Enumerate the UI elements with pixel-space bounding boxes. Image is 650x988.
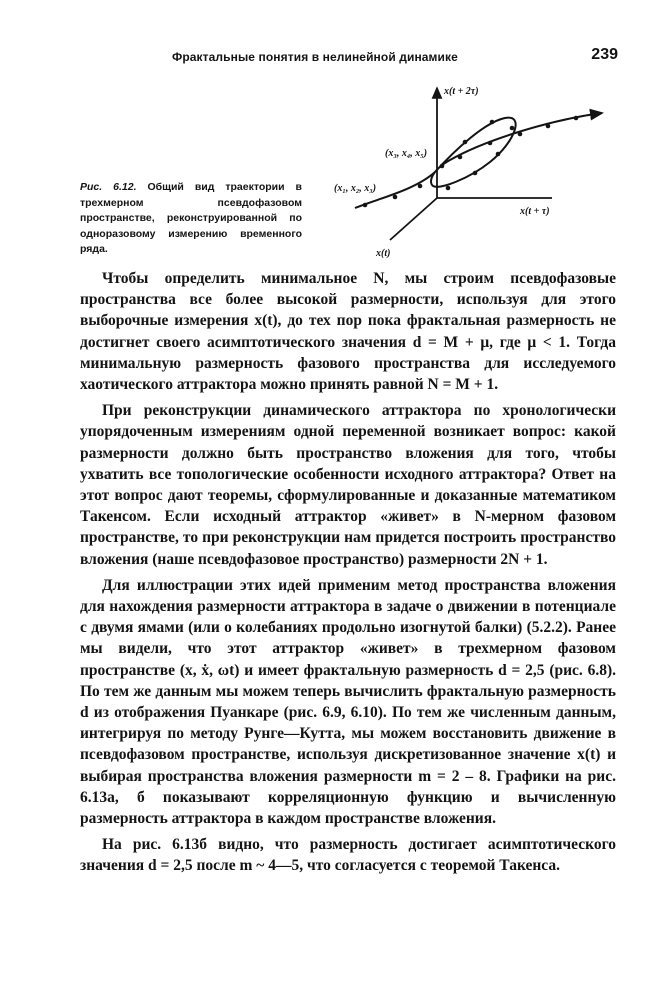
paragraph: На рис. 6.13б видно, что размерность достигает асимптотического значения d = 2,5 после m ~ 4—5, что согласуется с теоремой Такенса.	[80, 836, 616, 875]
axis-label-depth: x(t)	[376, 248, 391, 259]
paragraph: Чтобы определить минимальное N, мы строим псевдофазовые пространства все более высокой размерности, используя для этого выборочные измерения x(t), до тех пор пока фрактальная размерность не достигнет своего асимптотического значения d = M + μ, где μ < 1. Тогда минимальную размерность фазового пространства для исследуемого хаотического аттрактора можно принять равной N = M + 1.	[80, 270, 616, 394]
caption-text: Общий вид траектории в трехмерном псевдофазовом пространстве, реконструированной по одноразовому измерению временного ряда.	[80, 181, 303, 255]
paragraph: При реконструкции динамического аттрактора по хронологически упорядоченным измерениям одной переменной возникает вопрос: какой размерности должно быть пространство вложения для того, чтобы ухватить все топологические особенности исходного аттрактора? Ответ на этот вопрос дают теоремы, сформулированные и доказанные математиком Такенсом. Если исходный аттрактор «живет» в N-мерном фазовом пространстве, то при реконструкции нам придется построить пространство вложения (наше псевдофазовое пространство) размерности 2N + 1.	[80, 402, 616, 568]
point-label-start: (x₁, x₂, x₃)	[334, 183, 377, 194]
body-text	[80, 268, 616, 882]
trajectory-curve	[355, 113, 602, 208]
point-label-loop: (x₃, x₄, x₅)	[385, 148, 428, 159]
running-title: Фрактальные понятия в нелинейной динамике	[172, 50, 458, 64]
figure-caption	[80, 180, 302, 258]
trajectory-figure	[320, 80, 620, 260]
caption-label: Рис. 6.12.	[80, 181, 137, 193]
axis-label-horizontal: x(t + τ)	[520, 206, 550, 217]
axis-label-vertical: x(t + 2τ)	[444, 86, 479, 97]
paragraph: Для иллюстрации этих идей применим метод пространства вложения для нахождения размерности аттрактора в задаче о движении в потенциале с двумя ямами (или о колебаниях продольно изогнутой балки) (5.2.2). Ранее мы видели, что этот аттрактор «живет» в трехмерном фазовом пространстве (x, ẋ, ωt) и имеет фрактальную размерность d = 2,5 (рис. 6.8). По тем же данным мы можем теперь вычислить фрактальную размерность d из отображения Пуанкаре (рис. 6.9, 6.10). По тем же численным данным, интегрируя по методу Рунге—Кутта, мы можем восстановить движение в псевдофазовом пространстве, используя дискретизованное значение x(t) и выбирая пространства вложения размерности m = 2 – 8. Графики на рис. 6.13а, б показывают корреляционную функцию и вычисленную размерность аттрактора в каждом пространстве вложения.	[80, 576, 616, 828]
depth-axis	[390, 198, 437, 240]
page-number: 239	[591, 46, 618, 63]
